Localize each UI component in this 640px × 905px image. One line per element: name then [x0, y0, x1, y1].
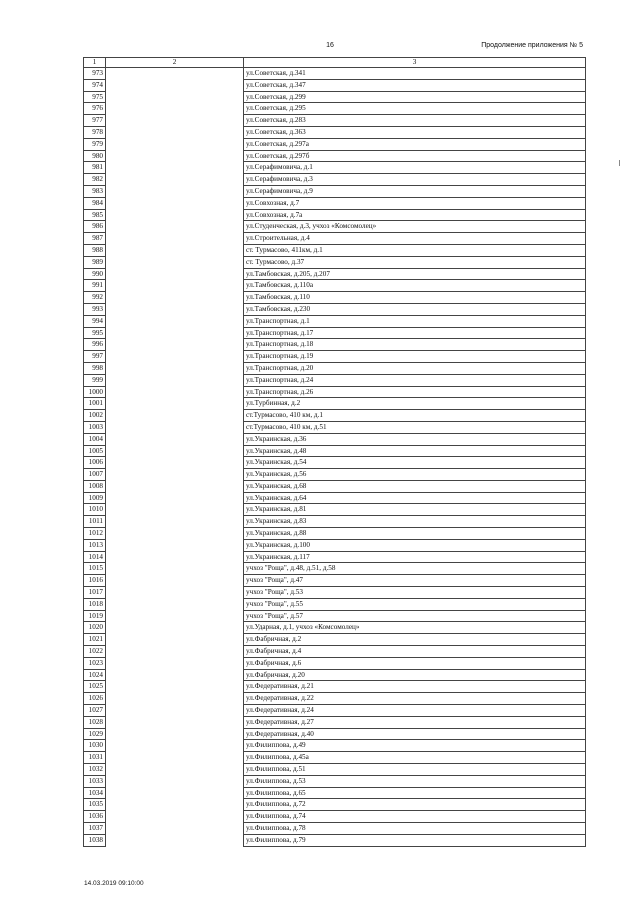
table-row — [84, 646, 586, 658]
row-empty-cell — [106, 528, 244, 540]
table-row — [84, 516, 586, 528]
row-empty-cell — [106, 138, 244, 150]
row-number: 1023 — [84, 657, 106, 669]
row-address: ул.Филиппова, д.72 — [244, 799, 586, 811]
table-row — [84, 68, 586, 80]
row-address: ст.Турмасово, 410 км, д.51 — [244, 421, 586, 433]
row-empty-cell — [106, 256, 244, 268]
table-row — [84, 587, 586, 599]
row-address: ул.Фабричная, д.4 — [244, 646, 586, 658]
row-number: 1007 — [84, 469, 106, 481]
row-number: 1032 — [84, 764, 106, 776]
row-address: ул.Советская, д.295 — [244, 103, 586, 115]
row-number: 1022 — [84, 646, 106, 658]
row-number: 989 — [84, 256, 106, 268]
row-address: ул.Федеративная, д.22 — [244, 693, 586, 705]
table-row — [84, 174, 586, 186]
row-address: ул.Украинская, д.54 — [244, 457, 586, 469]
row-address: учхоз "Роща", д.57 — [244, 610, 586, 622]
row-address: ул.Филиппова, д.79 — [244, 834, 586, 846]
row-empty-cell — [106, 622, 244, 634]
row-number: 982 — [84, 174, 106, 186]
table-row — [84, 162, 586, 174]
row-empty-cell — [106, 292, 244, 304]
row-address: ул.Украинская, д.81 — [244, 504, 586, 516]
table-row — [84, 150, 586, 162]
row-address: ул.Советская, д.363 — [244, 126, 586, 138]
row-address: ул.Серафимовича, д.1 — [244, 162, 586, 174]
row-address: ул.Тамбовская, д.230 — [244, 303, 586, 315]
row-empty-cell — [106, 775, 244, 787]
table-row — [84, 563, 586, 575]
row-address: ул.Тамбовская, д.205, д.207 — [244, 268, 586, 280]
row-address: ул.Советская, д.347 — [244, 79, 586, 91]
row-number: 992 — [84, 292, 106, 304]
row-empty-cell — [106, 539, 244, 551]
row-address: ул.Серафимовича, д.3 — [244, 174, 586, 186]
row-address: ул.Транспортная, д.19 — [244, 351, 586, 363]
column-header-3: 3 — [244, 58, 586, 68]
table-row — [84, 598, 586, 610]
row-empty-cell — [106, 374, 244, 386]
table-row — [84, 79, 586, 91]
row-empty-cell — [106, 445, 244, 457]
row-empty-cell — [106, 398, 244, 410]
table-row — [84, 386, 586, 398]
row-empty-cell — [106, 362, 244, 374]
row-address: ул.Украинская, д.64 — [244, 492, 586, 504]
row-number: 981 — [84, 162, 106, 174]
table-row — [84, 209, 586, 221]
row-empty-cell — [106, 209, 244, 221]
table-row — [84, 138, 586, 150]
row-address: ул.Турбинная, д.2 — [244, 398, 586, 410]
row-address: ул.Филиппова, д.65 — [244, 787, 586, 799]
table-row — [84, 398, 586, 410]
row-empty-cell — [106, 91, 244, 103]
row-number: 991 — [84, 280, 106, 292]
row-empty-cell — [106, 752, 244, 764]
row-number: 990 — [84, 268, 106, 280]
row-number: 996 — [84, 339, 106, 351]
table-row — [84, 221, 586, 233]
row-empty-cell — [106, 197, 244, 209]
table-header-row — [84, 58, 586, 68]
row-address: ул.Советская, д.299 — [244, 91, 586, 103]
row-number: 1030 — [84, 740, 106, 752]
row-address: ул.Советская, д.283 — [244, 115, 586, 127]
table-row — [84, 528, 586, 540]
table-row — [84, 610, 586, 622]
row-number: 1037 — [84, 823, 106, 835]
row-number: 979 — [84, 138, 106, 150]
table-row — [84, 834, 586, 846]
table-row — [84, 811, 586, 823]
table-row — [84, 716, 586, 728]
row-address: ул.Украинская, д.36 — [244, 433, 586, 445]
row-address: ул.Транспортная, д.1 — [244, 315, 586, 327]
table-row — [84, 280, 586, 292]
row-number: 1011 — [84, 516, 106, 528]
row-number: 973 — [84, 68, 106, 80]
row-address: ул.Советская, д.341 — [244, 68, 586, 80]
row-empty-cell — [106, 504, 244, 516]
row-empty-cell — [106, 492, 244, 504]
row-empty-cell — [106, 327, 244, 339]
table-row — [84, 126, 586, 138]
row-empty-cell — [106, 221, 244, 233]
row-number: 980 — [84, 150, 106, 162]
table-row — [84, 657, 586, 669]
row-address: ул.Филиппова, д.45а — [244, 752, 586, 764]
row-number: 983 — [84, 185, 106, 197]
row-address: ул.Украинская, д.83 — [244, 516, 586, 528]
row-empty-cell — [106, 126, 244, 138]
table-row — [84, 551, 586, 563]
row-number: 998 — [84, 362, 106, 374]
table-row — [84, 705, 586, 717]
table-row — [84, 433, 586, 445]
row-empty-cell — [106, 68, 244, 80]
table-row — [84, 480, 586, 492]
row-empty-cell — [106, 716, 244, 728]
row-empty-cell — [106, 315, 244, 327]
row-number: 977 — [84, 115, 106, 127]
row-empty-cell — [106, 303, 244, 315]
row-empty-cell — [106, 681, 244, 693]
row-empty-cell — [106, 244, 244, 256]
row-number: 1033 — [84, 775, 106, 787]
row-address: ул.Фабричная, д.2 — [244, 634, 586, 646]
table-row — [84, 91, 586, 103]
row-empty-cell — [106, 351, 244, 363]
row-address: ул.Тамбовская, д.110а — [244, 280, 586, 292]
row-address: ул.Украинская, д.56 — [244, 469, 586, 481]
row-empty-cell — [106, 587, 244, 599]
table-row — [84, 327, 586, 339]
row-number: 1003 — [84, 421, 106, 433]
row-number: 1001 — [84, 398, 106, 410]
row-address: ул.Фабричная, д.20 — [244, 669, 586, 681]
row-address: ул.Транспортная, д.24 — [244, 374, 586, 386]
row-empty-cell — [106, 657, 244, 669]
row-address: ул.Серафимовича, д.9 — [244, 185, 586, 197]
row-number: 1010 — [84, 504, 106, 516]
row-address: ул.Украинская, д.88 — [244, 528, 586, 540]
row-empty-cell — [106, 811, 244, 823]
row-empty-cell — [106, 575, 244, 587]
row-empty-cell — [106, 79, 244, 91]
row-number: 997 — [84, 351, 106, 363]
row-empty-cell — [106, 693, 244, 705]
row-number: 1029 — [84, 728, 106, 740]
table-row — [84, 185, 586, 197]
table-row — [84, 445, 586, 457]
row-address: ул.Филиппова, д.51 — [244, 764, 586, 776]
row-number: 1004 — [84, 433, 106, 445]
row-address: ул.Украинская, д.48 — [244, 445, 586, 457]
table-row — [84, 575, 586, 587]
row-number: 1008 — [84, 480, 106, 492]
row-number: 1019 — [84, 610, 106, 622]
row-number: 1036 — [84, 811, 106, 823]
table-row — [84, 787, 586, 799]
row-empty-cell — [106, 162, 244, 174]
row-number: 1028 — [84, 716, 106, 728]
row-number: 1006 — [84, 457, 106, 469]
table-body — [84, 58, 586, 847]
row-number: 1018 — [84, 598, 106, 610]
row-address: ул.Тамбовская, д.110 — [244, 292, 586, 304]
table-row — [84, 693, 586, 705]
row-address: ул.Транспортная, д.26 — [244, 386, 586, 398]
table-row — [84, 268, 586, 280]
row-empty-cell — [106, 799, 244, 811]
row-empty-cell — [106, 233, 244, 245]
row-address: ул.Советская, д.297б — [244, 150, 586, 162]
row-number: 1027 — [84, 705, 106, 717]
table-row — [84, 823, 586, 835]
row-address: ул.Транспортная, д.20 — [244, 362, 586, 374]
print-timestamp: 14.03.2019 09:10:00 — [84, 880, 144, 887]
row-number: 1005 — [84, 445, 106, 457]
table-row — [84, 374, 586, 386]
row-address: учхоз "Роща", д.47 — [244, 575, 586, 587]
table-row — [84, 339, 586, 351]
row-address: ст. Турмасово, 411км, д.1 — [244, 244, 586, 256]
row-empty-cell — [106, 339, 244, 351]
row-address: ул.Федеративная, д.27 — [244, 716, 586, 728]
row-empty-cell — [106, 115, 244, 127]
table-row — [84, 764, 586, 776]
row-number: 1038 — [84, 834, 106, 846]
row-address: ул.Украинская, д.100 — [244, 539, 586, 551]
table-row — [84, 303, 586, 315]
row-empty-cell — [106, 433, 244, 445]
table-row — [84, 457, 586, 469]
row-number: 978 — [84, 126, 106, 138]
row-number: 1021 — [84, 634, 106, 646]
row-number: 984 — [84, 197, 106, 209]
row-empty-cell — [106, 421, 244, 433]
table-row — [84, 292, 586, 304]
table-row — [84, 315, 586, 327]
row-address: ул.Украинская, д.117 — [244, 551, 586, 563]
row-address: ул.Фабричная, д.6 — [244, 657, 586, 669]
row-number: 1002 — [84, 410, 106, 422]
row-number: 1025 — [84, 681, 106, 693]
table-row — [84, 421, 586, 433]
table-row — [84, 256, 586, 268]
row-number: 975 — [84, 91, 106, 103]
row-empty-cell — [106, 740, 244, 752]
table-row — [84, 681, 586, 693]
row-address: ул.Транспортная, д.18 — [244, 339, 586, 351]
row-empty-cell — [106, 563, 244, 575]
row-number: 974 — [84, 79, 106, 91]
row-address: ул.Филиппова, д.49 — [244, 740, 586, 752]
row-address: ул.Украинская, д.68 — [244, 480, 586, 492]
table-row — [84, 728, 586, 740]
edge-mark — [619, 160, 620, 166]
row-empty-cell — [106, 469, 244, 481]
address-table — [83, 57, 586, 847]
row-empty-cell — [106, 185, 244, 197]
table-row — [84, 469, 586, 481]
row-number: 1017 — [84, 587, 106, 599]
table-row — [84, 492, 586, 504]
row-number: 988 — [84, 244, 106, 256]
row-address: ул.Студенческая, д.3, учхоз «Комсомолец» — [244, 221, 586, 233]
row-number: 1012 — [84, 528, 106, 540]
row-address: ул.Совхозная, д.7а — [244, 209, 586, 221]
row-empty-cell — [106, 669, 244, 681]
row-empty-cell — [106, 386, 244, 398]
row-empty-cell — [106, 610, 244, 622]
row-address: ул.Федеративная, д.21 — [244, 681, 586, 693]
row-address: ул.Строительная, д.4 — [244, 233, 586, 245]
row-number: 976 — [84, 103, 106, 115]
row-empty-cell — [106, 480, 244, 492]
row-number: 1016 — [84, 575, 106, 587]
row-empty-cell — [106, 787, 244, 799]
row-empty-cell — [106, 410, 244, 422]
row-number: 994 — [84, 315, 106, 327]
table-row — [84, 622, 586, 634]
row-number: 1000 — [84, 386, 106, 398]
row-number: 1020 — [84, 622, 106, 634]
table-row — [84, 740, 586, 752]
row-number: 985 — [84, 209, 106, 221]
row-address: ул.Филиппова, д.74 — [244, 811, 586, 823]
row-number: 999 — [84, 374, 106, 386]
row-number: 1013 — [84, 539, 106, 551]
row-number: 1031 — [84, 752, 106, 764]
row-empty-cell — [106, 834, 244, 846]
table-row — [84, 410, 586, 422]
row-address: ул.Федеративная, д.40 — [244, 728, 586, 740]
row-empty-cell — [106, 764, 244, 776]
row-number: 1034 — [84, 787, 106, 799]
row-number: 993 — [84, 303, 106, 315]
table-row — [84, 752, 586, 764]
row-empty-cell — [106, 551, 244, 563]
table-row — [84, 115, 586, 127]
table-row — [84, 669, 586, 681]
row-number: 995 — [84, 327, 106, 339]
row-address: ст.Турмасово, 410 км, д.1 — [244, 410, 586, 422]
continuation-note: Продолжение приложения № 5 — [481, 42, 583, 49]
row-number: 1015 — [84, 563, 106, 575]
row-empty-cell — [106, 823, 244, 835]
row-empty-cell — [106, 598, 244, 610]
table-row — [84, 197, 586, 209]
row-address: ул.Ударная, д.1, учхоз «Комсомолец» — [244, 622, 586, 634]
row-empty-cell — [106, 516, 244, 528]
table-row — [84, 103, 586, 115]
row-number: 1035 — [84, 799, 106, 811]
row-empty-cell — [106, 728, 244, 740]
row-number: 986 — [84, 221, 106, 233]
row-empty-cell — [106, 174, 244, 186]
row-number: 1009 — [84, 492, 106, 504]
row-address: ул.Советская, д.297а — [244, 138, 586, 150]
row-number: 987 — [84, 233, 106, 245]
row-address: учхоз "Роща", д.55 — [244, 598, 586, 610]
row-number: 1024 — [84, 669, 106, 681]
row-address: ул.Филиппова, д.53 — [244, 775, 586, 787]
row-address: учхоз "Роща", д.53 — [244, 587, 586, 599]
table-row — [84, 799, 586, 811]
row-address: ст. Турмасово, д.37 — [244, 256, 586, 268]
row-address: ул.Филиппова, д.78 — [244, 823, 586, 835]
row-empty-cell — [106, 268, 244, 280]
row-empty-cell — [106, 646, 244, 658]
row-address: ул.Транспортная, д.17 — [244, 327, 586, 339]
row-address: учхоз "Роща", д.48, д.51, д.58 — [244, 563, 586, 575]
row-empty-cell — [106, 280, 244, 292]
table-row — [84, 233, 586, 245]
page-number: 16 — [326, 42, 334, 49]
row-empty-cell — [106, 457, 244, 469]
table-row — [84, 634, 586, 646]
row-empty-cell — [106, 705, 244, 717]
row-number: 1026 — [84, 693, 106, 705]
row-number: 1014 — [84, 551, 106, 563]
column-header-1: 1 — [84, 58, 106, 68]
row-empty-cell — [106, 150, 244, 162]
table-row — [84, 504, 586, 516]
table-row — [84, 351, 586, 363]
table-row — [84, 775, 586, 787]
row-empty-cell — [106, 634, 244, 646]
table-row — [84, 362, 586, 374]
table-row — [84, 539, 586, 551]
row-address: ул.Совхозная, д.7 — [244, 197, 586, 209]
row-address: ул.Федеративная, д.24 — [244, 705, 586, 717]
row-empty-cell — [106, 103, 244, 115]
table-row — [84, 244, 586, 256]
column-header-2: 2 — [106, 58, 244, 68]
